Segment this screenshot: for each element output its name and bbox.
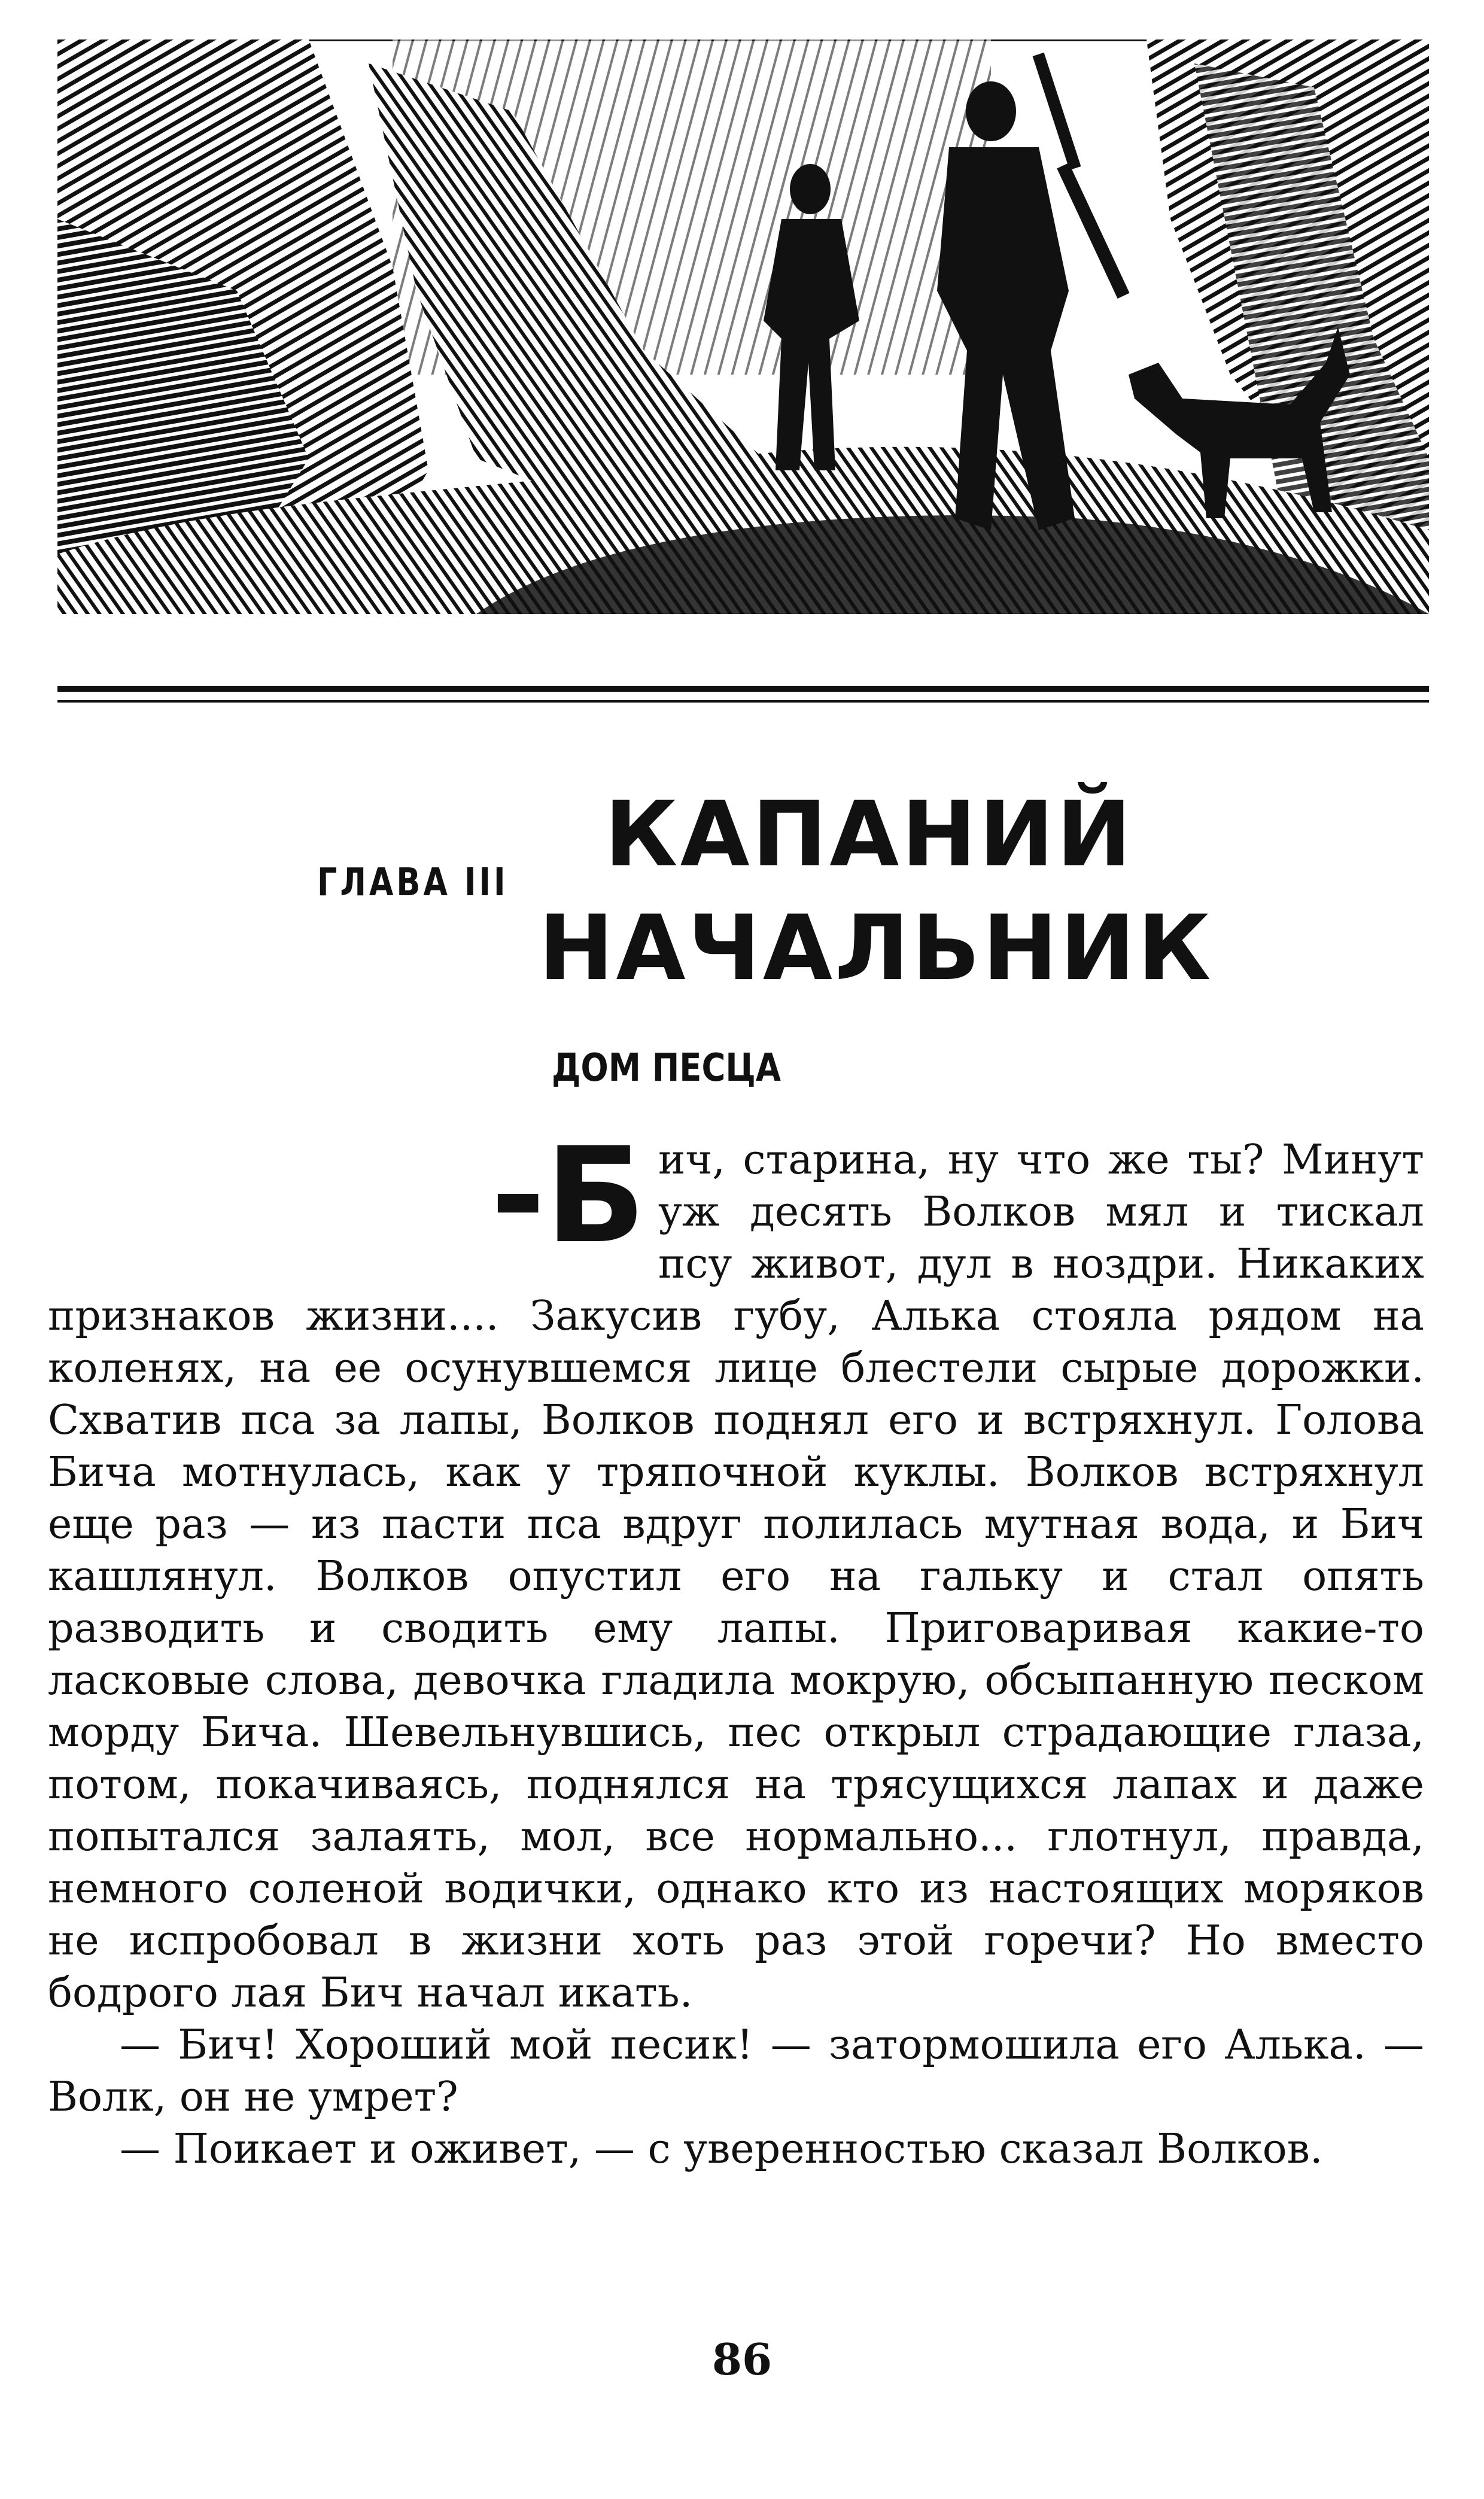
divider-rule-thin (57, 700, 1429, 703)
chapter-label: ГЛАВА III (317, 861, 509, 905)
chapter-illustration (57, 39, 1429, 614)
chapter-title-line-2: НАЧАЛЬНИК (539, 896, 1214, 1001)
chapter-title (539, 778, 1376, 1005)
divider-rule (57, 686, 1429, 692)
paragraph: ич, старина, ну что же ты? Минут уж десять Волков мял и тискал псу живот, дул в ноздри. Никаких признаков жизни.... Закусив губу, Алька стояла рядом на коленях, на ее осунувшемся лице блестели сырые дорожки. Схватив пса за лапы, Волков поднял его и встряхнул. Голова Бича мотнулась, как у тряпочной куклы. Волков встряхнул еще раз — из пасти пса вдруг полилась мутная вода, и Бич кашлянул. Волков опустил его на гальку и стал опять разводить и сводить ему лапы. Приговаривая какие-то ласковые слова, девочка гладила мокрую, обсыпанную песком морду Бича. Шевельнувшись, пес открыл страдающие глаза, потом, покачиваясь, поднялся на трясущихся лапах и даже попытался залаять, мол, все нормально... глотнул, правда, немного соленой водички, однако кто из настоящих моряков не испробовал в жизни хоть раз этой горечи? Но вместо бодрого лая Бич начал икать. (48, 1136, 1424, 2017)
body-text (48, 1134, 1424, 2175)
section-heading: ДОМ ПЕСЦА (552, 1046, 781, 1090)
paragraph: — Бич! Хороший мой песик! — затормошила его Алька. — Волк, он не умрет? (48, 2021, 1424, 2121)
page-number: 86 (711, 2334, 773, 2385)
woodcut-mountain-scene (57, 39, 1429, 614)
chapter-title-line-1: КАПАНИЙ (604, 783, 1134, 887)
paragraph: — Поикает и оживет, — с уверенностью сказал Волков. (120, 2126, 1323, 2173)
drop-cap-space (48, 1134, 658, 1290)
drop-cap: -Б (491, 1119, 646, 1272)
